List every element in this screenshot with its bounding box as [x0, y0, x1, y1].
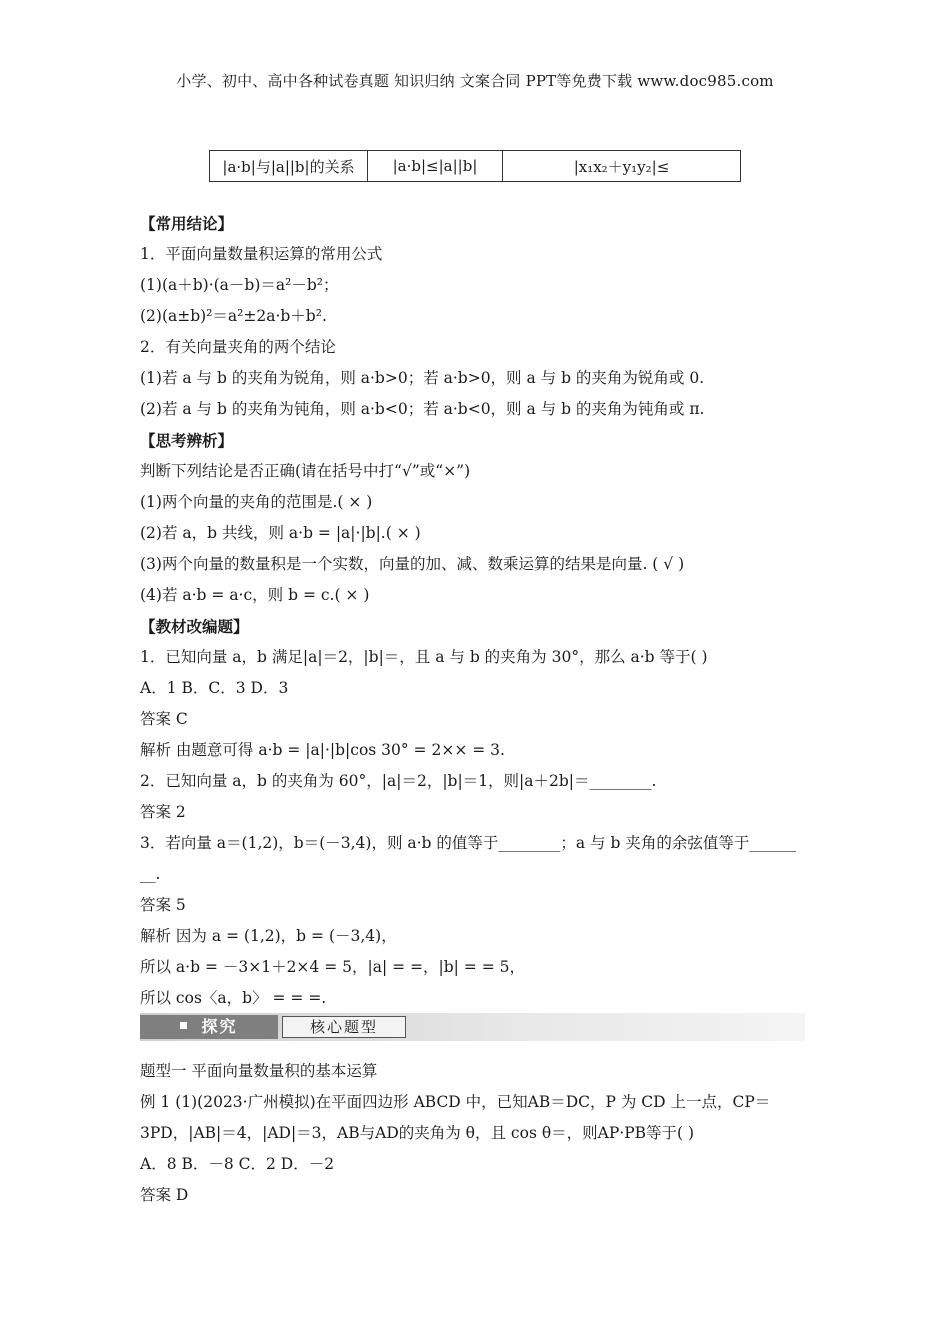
- text-line: 所以 a·b = －3×1＋2×4 = 5，|a| = =，|b| = = 5，: [140, 958, 525, 976]
- text-line: 2．有关向量夹角的两个结论: [140, 338, 336, 356]
- text-line: (2)若 a 与 b 的夹角为钝角，则 a·b<0；若 a·b<0，则 a 与 b 的夹角为钝角或 π.: [140, 400, 705, 418]
- text-line: 所以 cos〈a，b〉 = = =.: [140, 989, 327, 1007]
- text-line: (1)(a＋b)·(a－b)＝a²－b²；: [140, 276, 339, 294]
- relation-table: [209, 150, 741, 182]
- text-line: __.: [140, 865, 161, 883]
- table-cell: |a·b|与|a||b|的关系: [210, 151, 368, 182]
- text-line: (1)两个向量的夹角的范围是.( × ): [140, 493, 373, 511]
- core-topics-text: [140, 1056, 810, 1211]
- square-icon: [180, 1022, 187, 1029]
- analysis-line: 解析 由题意可得 a·b = |a|·|b|cos 30° = 2×× = 3.: [140, 741, 505, 759]
- text-line: 题型一 平面向量数量积的基本运算: [140, 1062, 378, 1080]
- text-line: 2．已知向量 a，b 的夹角为 60°，|a|＝2，|b|＝1，则|a＋2b|＝________.: [140, 772, 657, 790]
- text-line: 判断下列结论是否正确(请在括号中打“√”或“×”): [140, 462, 471, 480]
- analysis-line: 解析 因为 a = (1,2)，b = (－3,4)，: [140, 927, 397, 945]
- section-heading: 【常用结论】: [140, 214, 234, 233]
- banner-title: 核心题型: [282, 1016, 406, 1038]
- text-line: A．1 B．C．3 D．3: [140, 679, 289, 697]
- main-text: [140, 208, 810, 1014]
- section-heading: 【教材改编题】: [140, 617, 249, 636]
- text-line: (2)(a±b)²＝a²±2a·b＋b².: [140, 307, 327, 325]
- table-cell: |a·b|≤|a||b|: [368, 151, 503, 182]
- section-banner: [140, 1013, 805, 1041]
- table-cell: |x₁x₂＋y₁y₂|≤: [503, 151, 741, 182]
- banner-left-text: 探究: [201, 1017, 238, 1036]
- text-line: A．8 B．－8 C．2 D．－2: [140, 1155, 335, 1173]
- page-header: 小学、初中、高中各种试卷真题 知识归纳 文案合同 PPT等免费下载 www.doc985.com: [176, 72, 774, 90]
- text-line: (4)若 a·b = a·c，则 b = c.( × ): [140, 586, 370, 604]
- text-line: 例 1 (1)(2023·广州模拟)在平面四边形 ABCD 中，已知AB＝DC，P 为 CD 上一点，CP＝: [140, 1093, 771, 1111]
- text-line: (1)若 a 与 b 的夹角为锐角，则 a·b>0；若 a·b>0，则 a 与 b 的夹角为锐角或 0.: [140, 369, 705, 387]
- answer-line: 答案 5: [140, 896, 186, 914]
- text-line: 1．已知向量 a，b 满足|a|＝2，|b|＝，且 a 与 b 的夹角为 30°，那么 a·b 等于( ): [140, 648, 708, 666]
- table-row: [210, 151, 741, 182]
- banner-label: [140, 1015, 278, 1039]
- section-heading: 【思考辨析】: [140, 431, 234, 450]
- text-line: (3)两个向量的数量积是一个实数，向量的加、减、数乘运算的结果是向量. ( √ ): [140, 555, 685, 573]
- text-line: 3．若向量 a＝(1,2)，b＝(－3,4)，则 a·b 的值等于________；a 与 b 夹角的余弦值等于______: [140, 834, 796, 852]
- text-line: 1．平面向量数量积运算的常用公式: [140, 245, 383, 263]
- text-line: 3PD，|AB|＝4，|AD|＝3，AB与AD的夹角为 θ，且 cos θ＝，则AP·PB等于( ): [140, 1124, 695, 1142]
- answer-line: 答案 D: [140, 1186, 189, 1204]
- answer-line: 答案 2: [140, 803, 186, 821]
- answer-line: 答案 C: [140, 710, 188, 728]
- text-line: (2)若 a，b 共线，则 a·b = |a|·|b|.( × ): [140, 524, 421, 542]
